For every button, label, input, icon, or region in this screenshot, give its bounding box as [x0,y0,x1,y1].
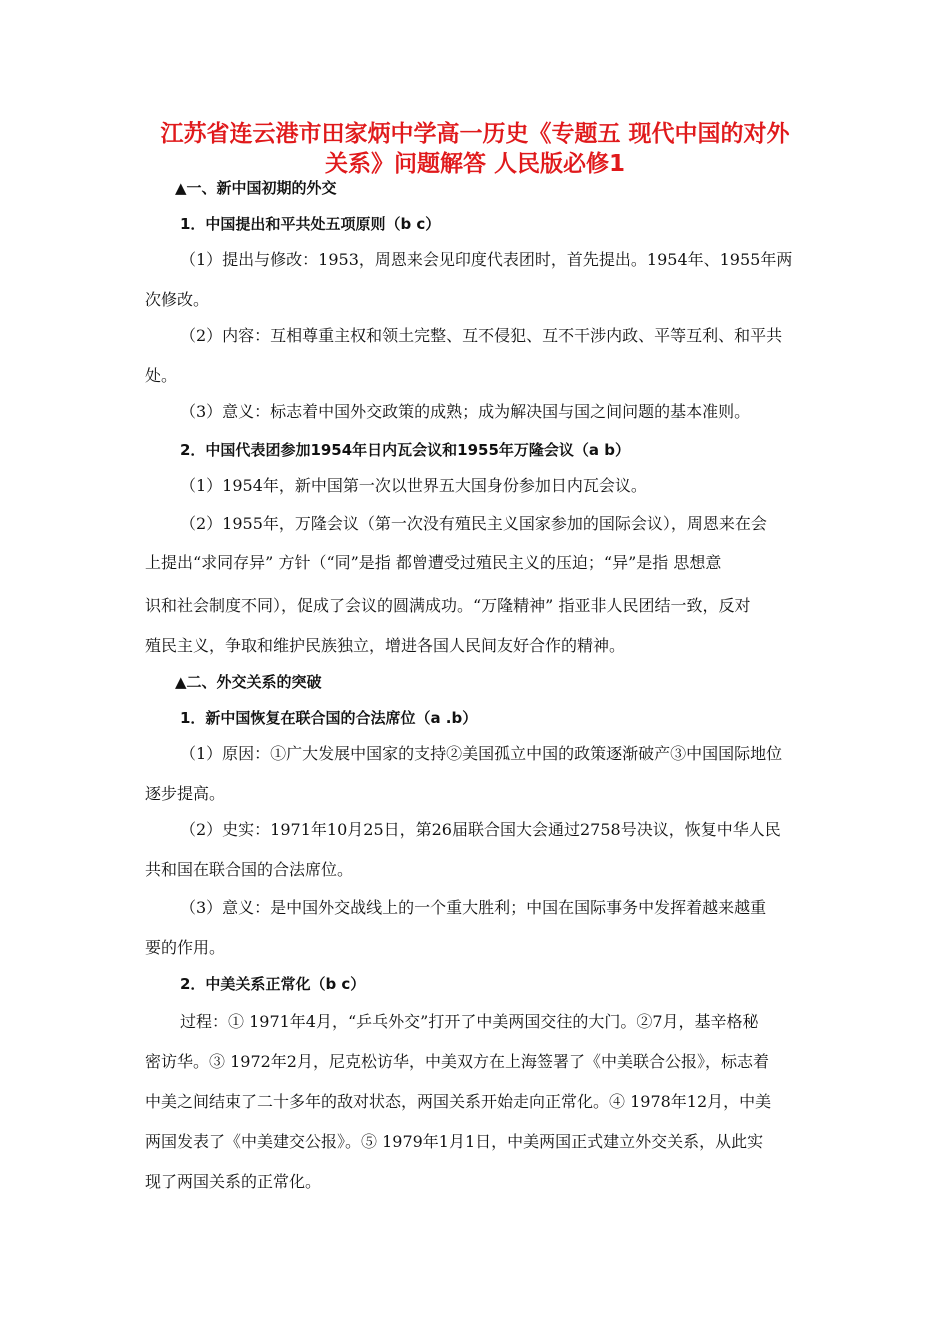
document-title-line-1: 江苏省连云港市田家炳中学高一历史《专题五 现代中国的对外 [160,121,790,147]
paragraph-text: 过程：① 1971年4月，“乒乓外交”打开了中美两国交往的大门。②7月，基辛格秘 [180,1012,759,1031]
document-title-line-2: 关系》问题解答 人民版必修1 [324,151,625,177]
paragraph-text: 处。 [145,366,178,385]
paragraph-text: 共和国在联合国的合法席位。 [145,860,354,879]
subsection-heading-2-1: 1．新中国恢复在联合国的合法席位（a .b） [180,709,478,727]
paragraph-text: 两国发表了《中美建交公报》。⑤ 1979年1月1日，中美两国正式建立外交关系，从此实 [145,1132,764,1151]
paragraph-text: （2）内容：互相尊重主权和领土完整、互不侵犯、互不干涉内政、平等互利、和平共 [180,326,783,345]
paragraph-text: （3）意义：标志着中国外交政策的成熟；成为解决国与国之间问题的基本准则。 [180,402,751,421]
paragraph-text: 要的作用。 [145,938,226,957]
paragraph-text: 中美之间结束了二十多年的敌对状态，两国关系开始走向正常化。④ 1978年12月，中美 [145,1092,772,1111]
subsection-heading-2-2: 2．中美关系正常化（b c） [180,975,366,993]
section-heading-1: ▲一、新中国初期的外交 [175,179,337,197]
paragraph-text: 识和社会制度不同），促成了会议的圆满成功。“万隆精神” 指亚非人民团结一致，反对 [145,596,751,615]
paragraph-text: （1）1954年，新中国第一次以世界五大国身份参加日内瓦会议。 [180,476,647,495]
paragraph-text: 现了两国关系的正常化。 [145,1172,322,1191]
paragraph-text: 逐步提高。 [145,784,226,803]
paragraph-text: 殖民主义，争取和维护民族独立，增进各国人民间友好合作的精神。 [145,636,626,655]
subsection-heading-1-2: 2．中国代表团参加1954年日内瓦会议和1955年万隆会议（a b） [180,441,631,459]
paragraph-text: （3）意义：是中国外交战线上的一个重大胜利；中国在国际事务中发挥着越来越重 [180,898,767,917]
paragraph-text: （1）提出与修改：1953，周恩来会见印度代表团时，首先提出。1954年、1955年两 [180,250,793,269]
paragraph-text: 密访华。③ 1972年2月，尼克松访华，中美双方在上海签署了《中美联合公报》，标志着 [145,1052,769,1071]
paragraph-text: （1）原因：①广大发展中国家的支持②美国孤立中国的政策逐渐破产③中国国际地位 [180,744,783,763]
paragraph-text: （2）1955年，万隆会议（第一次没有殖民主义国家参加的国际会议），周恩来在会 [180,514,767,533]
section-heading-2: ▲二、外交关系的突破 [175,673,322,691]
paragraph-text: 上提出“求同存异” 方针（“同”是指 都曾遭受过殖民主义的压迫；“异”是指 思想意 [145,553,722,572]
paragraph-text: （2）史实：1971年10月25日，第26届联合国大会通过2758号决议，恢复中华人民 [180,820,781,839]
paragraph-text: 次修改。 [145,290,210,309]
subsection-heading-1-1: 1．中国提出和平共处五项原则（b c） [180,215,441,233]
